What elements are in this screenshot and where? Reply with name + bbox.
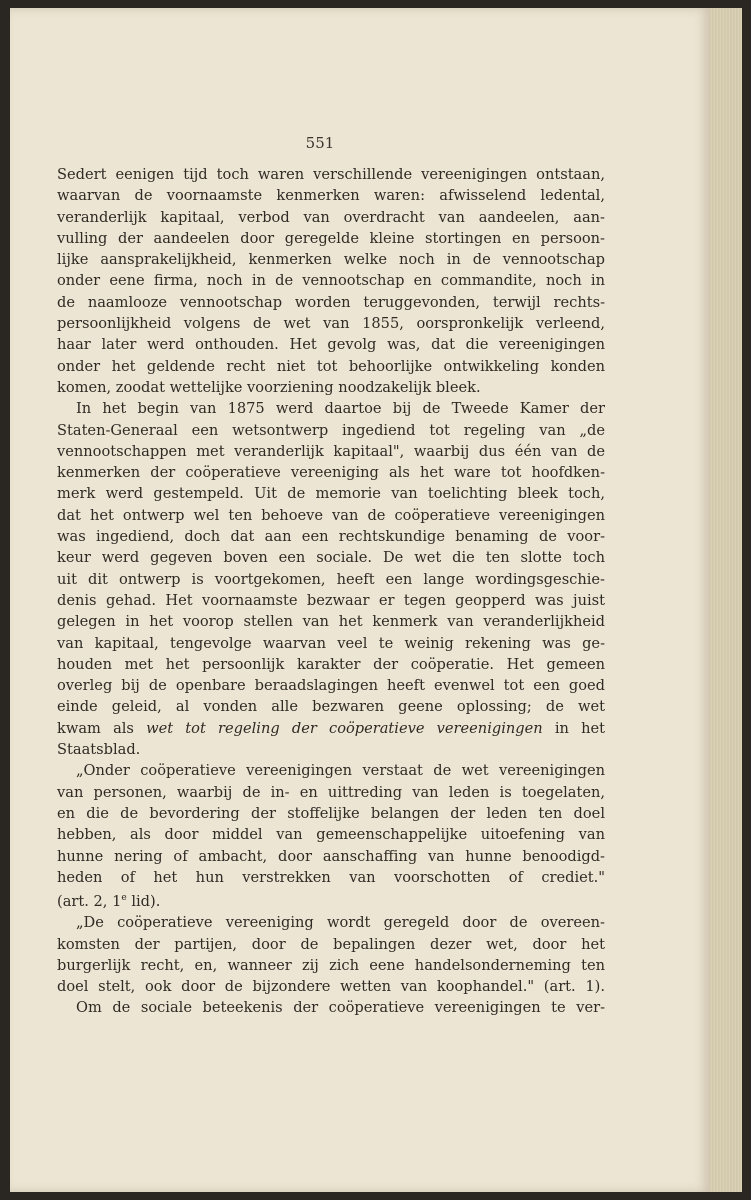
text-line: vulling der aandeelen door geregelde kleine stortingen en persoon- [57,229,605,247]
law-title: wet tot regeling der coöperatieve vereenigingen [146,719,543,737]
text-fragment: lid). [126,892,161,910]
page-edges [710,8,742,1192]
quotation-paragraph [57,760,605,912]
text-line: veranderlijk kapitaal, verbod van overdracht van aandeelen, aan- [57,208,605,226]
text-fragment: in het [542,719,606,737]
text-line: onder eene firma, noch in de vennootschap en commandite, noch in [57,272,605,290]
superscript: e [121,893,127,904]
text-line: hebben, als door middel van gemeenschappelijke uitoefening van [57,826,605,844]
book-page [10,8,710,1192]
article-reference [57,888,605,912]
text-line: de naamlooze vennootschap worden teruggevonden, terwijl rechts- [57,293,605,311]
text-line: gelegen in het voorop stellen van het kenmerk van veranderlijkheid [57,613,605,631]
text-line: Sedert eenigen tijd toch waren verschillende vereenigingen ontstaan, [57,166,605,183]
paragraph [57,398,605,760]
text-line: haar later werd onthouden. Het gevolg was, dat die vereenigingen [57,336,605,354]
page-number: 551 [305,134,335,152]
text-line: doel stelt, ook door de bijzondere wetten van koophandel." (art. 1). [57,978,605,996]
text-line: onder het geldende recht niet tot behoorlijke ontwikkeling konden [57,357,605,375]
text-line: denis gehad. Het voornaamste bezwaar er tegen geopperd was juist [57,591,605,609]
text-fragment: kwam als [57,719,147,737]
text-line: houden met het persoonlijk karakter der coöperatie. Het gemeen [57,655,605,673]
text-line: dat het ontwerp wel ten behoeve van de coöperatieve vereenigingen [57,506,605,524]
quotation-paragraph [57,912,605,997]
text-line [57,718,605,739]
text-line: van kapitaal, tengevolge waarvan veel te weinig rekening was ge- [57,634,605,652]
text-line: hunne nering of ambacht, door aanschaffing van hunne benoodigd- [57,847,605,865]
paragraph [57,997,605,1018]
text-line: burgerlijk recht, en, wanneer zij zich eene handelsonderneming ten [57,956,605,974]
text-line: Staten-Generaal een wetsontwerp ingediend tot regeling van „de [57,421,605,439]
text-line: merk werd gestempeld. Uit de memorie van toelichting bleek toch, [57,485,605,503]
text-line: was ingediend, doch dat aan een rechtskundige benaming de voor- [57,528,605,546]
text-line: en die de bevordering der stoffelijke belangen der leden ten doel [57,804,605,822]
text-line: persoonlijkheid volgens de wet van 1855, oorspronkelijk verleend, [57,315,605,333]
text-line: „De coöperatieve vereeniging wordt geregeld door de overeen- [76,914,605,932]
text-line: lijke aansprakelijkheid, kenmerken welke noch in de vennootschap [57,251,605,269]
text-line: In het begin van 1875 werd daartoe bij de Tweede Kamer der [76,400,605,418]
text-line: komen, zoodat wettelijke voorziening noodzakelijk bleek. [57,378,481,396]
text-line: „Onder coöperatieve vereenigingen verstaat de wet vereenigingen [76,762,605,780]
text-line: Om de sociale beteekenis der coöperatieve vereenigingen te ver- [76,999,605,1017]
text-fragment: (art. 2, 1 [57,892,122,910]
text-line: komsten der partijen, door de bepalingen dezer wet, door het [57,935,605,953]
text-line: waarvan de voornaamste kenmerken waren: afwisselend ledental, [57,187,605,205]
text-line: vennootschappen met veranderlijk kapitaal", waarbij dus één van de [57,442,605,460]
body-text [57,164,605,1019]
text-line: overleg bij de openbare beraadslagingen heeft evenwel tot een goed [57,677,605,695]
text-line: keur werd gegeven boven een sociale. De wet die ten slotte toch [57,549,605,567]
text-line: einde geleid, al vonden alle bezwaren geene oplossing; de wet [57,698,605,716]
text-line: van personen, waarbij de in- en uittreding van leden is toegelaten, [57,783,605,801]
text-line: Staatsblad. [57,741,141,759]
text-line: uit dit ontwerp is voortgekomen, heeft een lange wordingsgeschie- [57,570,605,588]
text-line: kenmerken der coöperatieve vereeniging als het ware tot hoofdken- [57,464,605,482]
paragraph [57,164,605,398]
text-line: heden of het hun verstrekken van voorschotten of crediet." [57,868,605,886]
